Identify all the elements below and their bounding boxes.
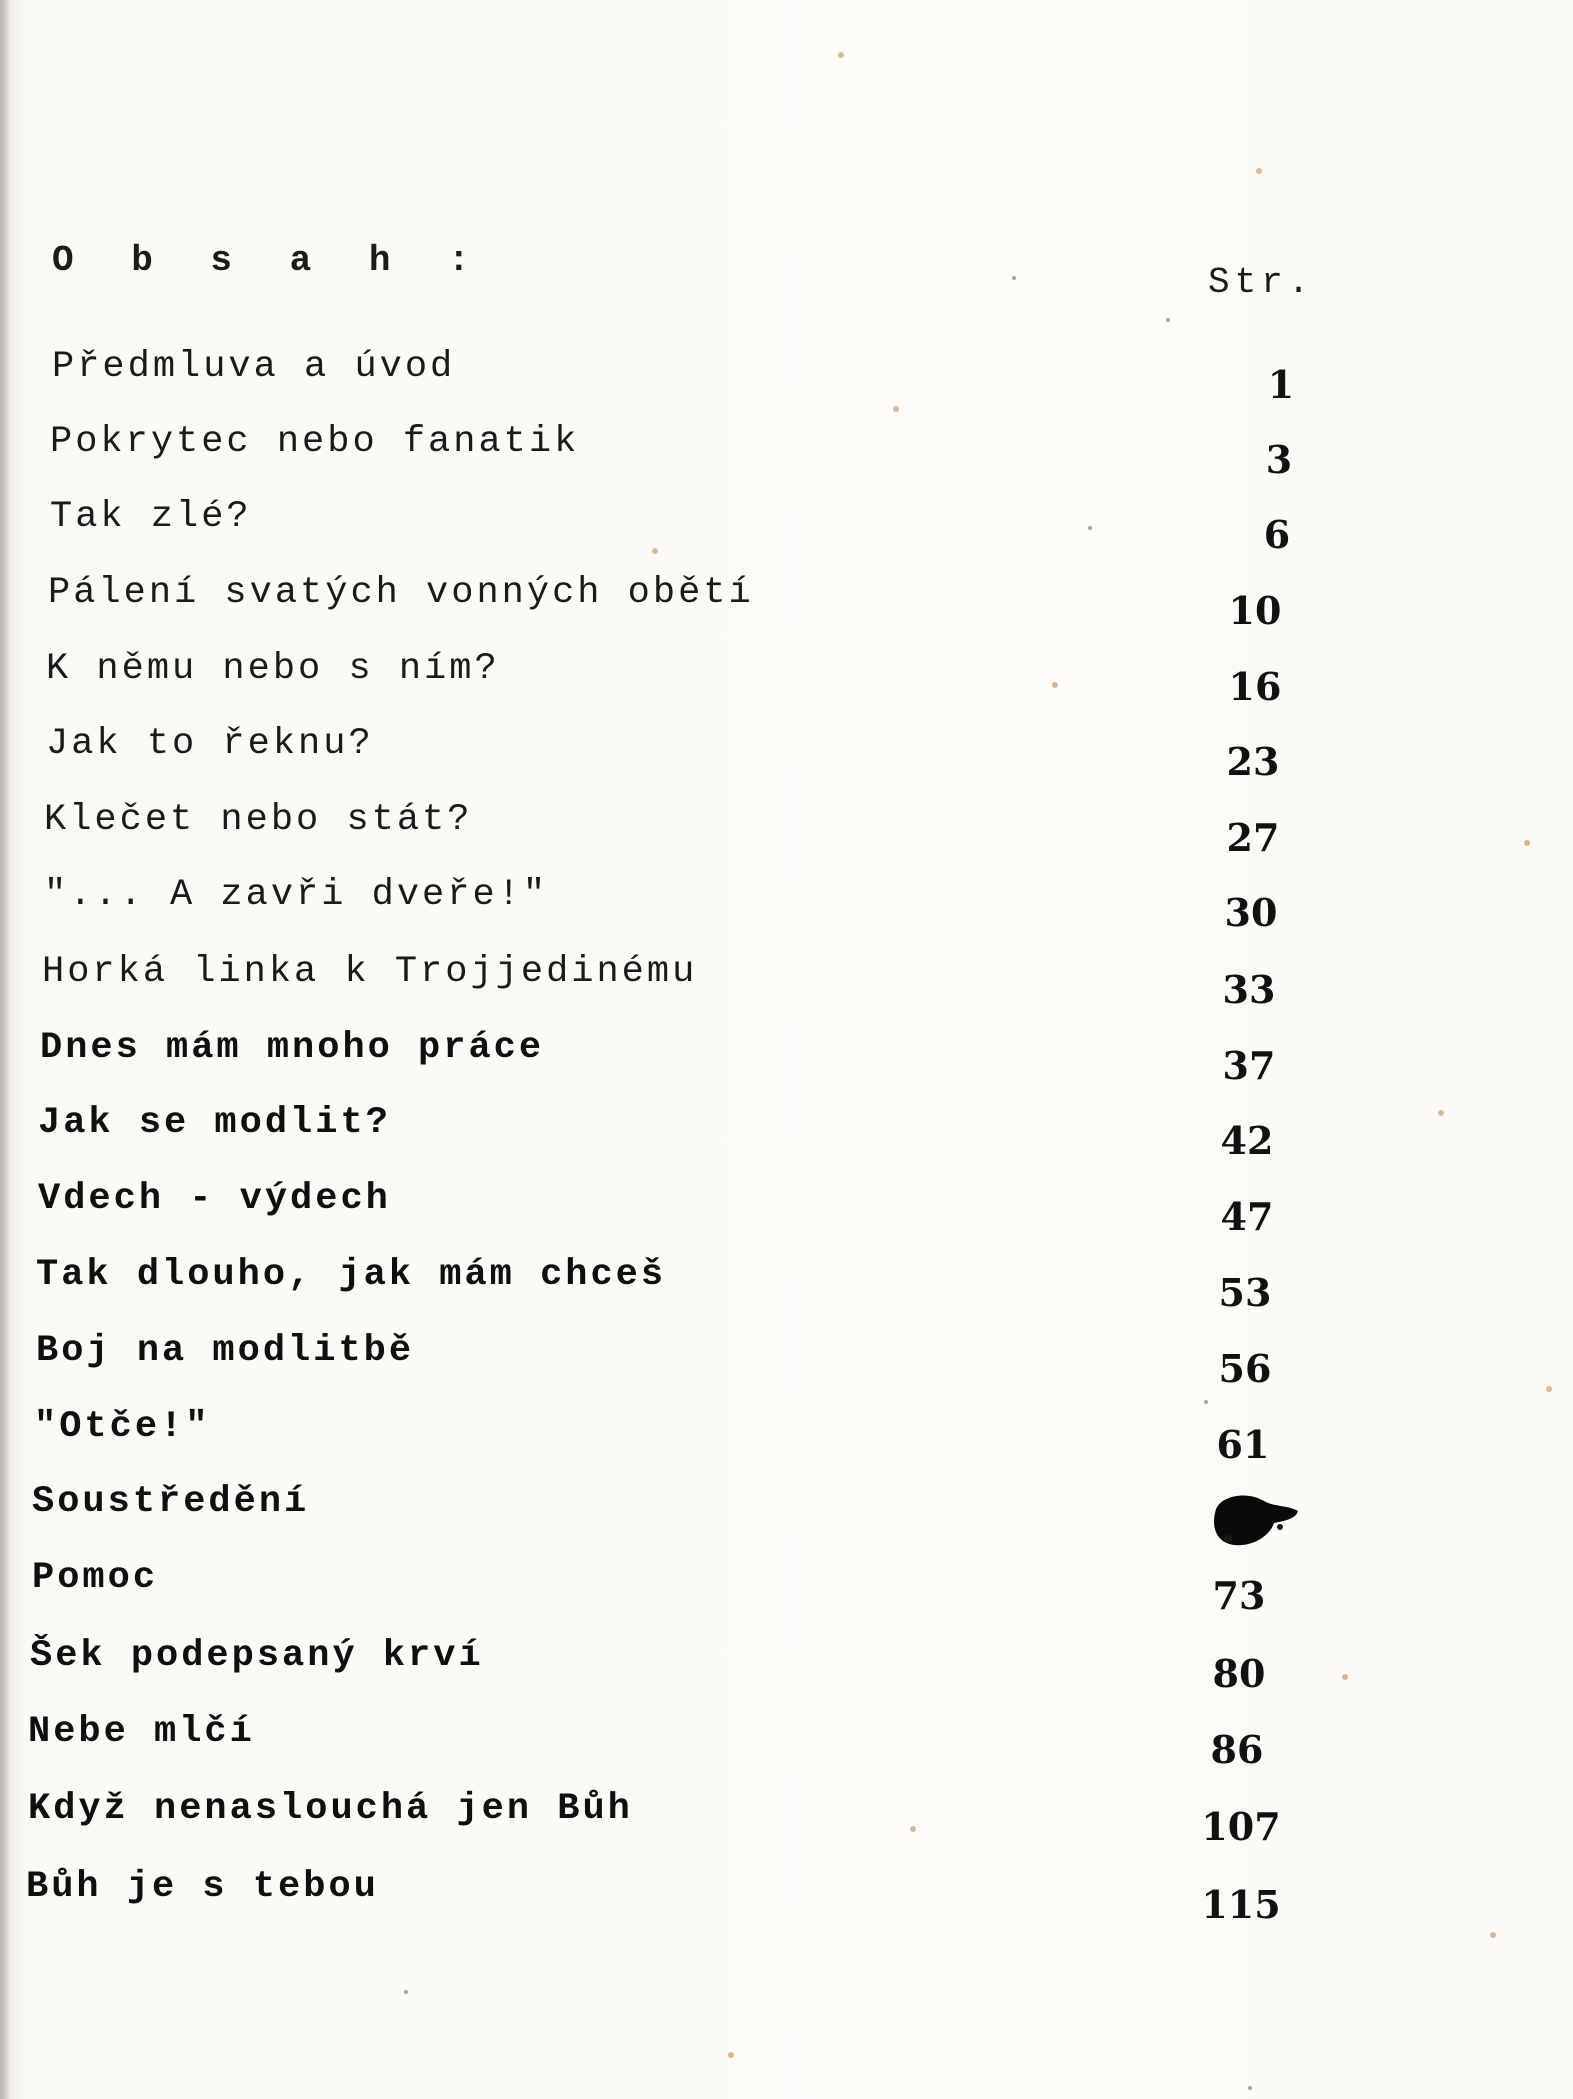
ink-blot-icon: [1208, 1489, 1300, 1551]
page-column-label: Str.: [1208, 262, 1315, 303]
toc-entry-title: Tak zlé?: [50, 496, 252, 538]
paper-speck: [1204, 1400, 1208, 1404]
paper-speck: [652, 548, 658, 554]
toc-entry: [0, 1027, 1573, 1103]
toc-entry-title: Boj na modlitbě: [36, 1330, 415, 1372]
toc-entry: [0, 1788, 1573, 1864]
paper-speck: [1088, 526, 1092, 530]
toc-entry-page: 30: [1224, 890, 1278, 935]
toc-entry-page: 86: [1210, 1727, 1264, 1772]
toc-entry: [0, 1406, 1573, 1482]
toc-entry-title: Předmluva a úvod: [52, 346, 456, 388]
toc-entry-page: 42: [1220, 1118, 1274, 1163]
toc-entry: [0, 723, 1573, 799]
toc-entry-title: Soustředění: [32, 1481, 310, 1523]
paper-speck: [1524, 840, 1530, 846]
toc-entry-page: 1: [1267, 362, 1295, 407]
toc-entry-page: 115: [1201, 1882, 1281, 1927]
paper-speck: [1012, 276, 1016, 280]
toc-entry-title: Horká linka k Trojjedinému: [42, 951, 698, 993]
toc-entry-title: Šek podepsaný krví: [30, 1635, 484, 1677]
toc-entry: [0, 1635, 1573, 1711]
toc-entry-title: Jak to řeknu?: [46, 723, 374, 765]
toc-entry-page: 23: [1226, 739, 1280, 784]
toc-entry-page: 56: [1218, 1346, 1272, 1391]
toc-entry-title: Pokrytec nebo fanatik: [50, 421, 580, 463]
toc-entry-page: 10: [1228, 588, 1282, 633]
toc-entry: [0, 1254, 1573, 1330]
toc-entry-title: Pálení svatých vonných obětí: [48, 572, 754, 614]
toc-entry-title: "... A zavři dveře!": [44, 874, 549, 916]
toc-entry-page: 47: [1220, 1194, 1274, 1239]
toc-entry-page: 80: [1212, 1651, 1266, 1696]
toc-entry-title: Když nenaslouchá jen Bůh: [28, 1788, 633, 1830]
paper-speck: [1166, 318, 1170, 322]
paper-speck: [910, 1826, 916, 1832]
toc-entry-title: Bůh je s tebou: [26, 1866, 379, 1908]
toc-entry-title: Nebe mlčí: [28, 1711, 255, 1753]
toc-entry: [0, 1557, 1573, 1633]
toc-entry-title: Dnes mám mnoho práce: [40, 1027, 545, 1069]
toc-entry-title: Jak se modlit?: [38, 1102, 391, 1144]
paper-speck: [404, 1990, 408, 1994]
paper-speck: [1490, 1932, 1496, 1938]
paper-speck: [1546, 1386, 1552, 1392]
toc-entry-page: 37: [1222, 1043, 1276, 1088]
toc-entry: [0, 1481, 1573, 1557]
toc-entry: [0, 496, 1573, 572]
toc-entry: [0, 1330, 1573, 1406]
toc-entry: [0, 799, 1573, 875]
toc-entry-page: 3: [1265, 437, 1293, 482]
paper-speck: [1438, 1110, 1444, 1116]
paper-speck: [1342, 1674, 1348, 1680]
toc-entry-page: 27: [1226, 815, 1280, 860]
toc-entry-page: 33: [1222, 967, 1276, 1012]
paper-speck: [838, 52, 844, 58]
paper-speck: [728, 2052, 734, 2058]
paper-speck: [1248, 2086, 1252, 2090]
paper-speck: [893, 406, 899, 412]
toc-entry-page: 73: [1212, 1573, 1266, 1618]
paper-speck: [1256, 168, 1262, 174]
toc-entry: [0, 874, 1573, 950]
toc-entry-title: K němu nebo s ním?: [46, 648, 500, 690]
toc-entry-page: 61: [1216, 1422, 1270, 1467]
toc-entry-page: 107: [1201, 1804, 1281, 1849]
toc-entry: [0, 421, 1573, 497]
toc-entry: [0, 346, 1573, 422]
toc-entry: [0, 1711, 1573, 1787]
toc-entry-title: Tak dlouho, jak mám chceš: [36, 1254, 667, 1296]
toc-entry-title: Vdech - výdech: [38, 1178, 391, 1220]
toc-entry-page: 6: [1263, 512, 1291, 557]
toc-entry-title: Pomoc: [32, 1557, 159, 1599]
toc-entry: [0, 572, 1573, 648]
toc-entry-title: Klečet nebo stát?: [44, 799, 473, 841]
toc-entry: [0, 1866, 1573, 1942]
toc-entry-page: 53: [1218, 1270, 1272, 1315]
toc-entry: [0, 648, 1573, 724]
toc-entry: [0, 1102, 1573, 1178]
toc-entry: [0, 951, 1573, 1027]
toc-heading: O b s a h :: [52, 240, 488, 281]
toc-entry: [0, 1178, 1573, 1254]
paper-speck: [1052, 682, 1058, 688]
toc-entry-title: "Otče!": [34, 1406, 211, 1448]
toc-entry-page: 16: [1228, 664, 1282, 709]
